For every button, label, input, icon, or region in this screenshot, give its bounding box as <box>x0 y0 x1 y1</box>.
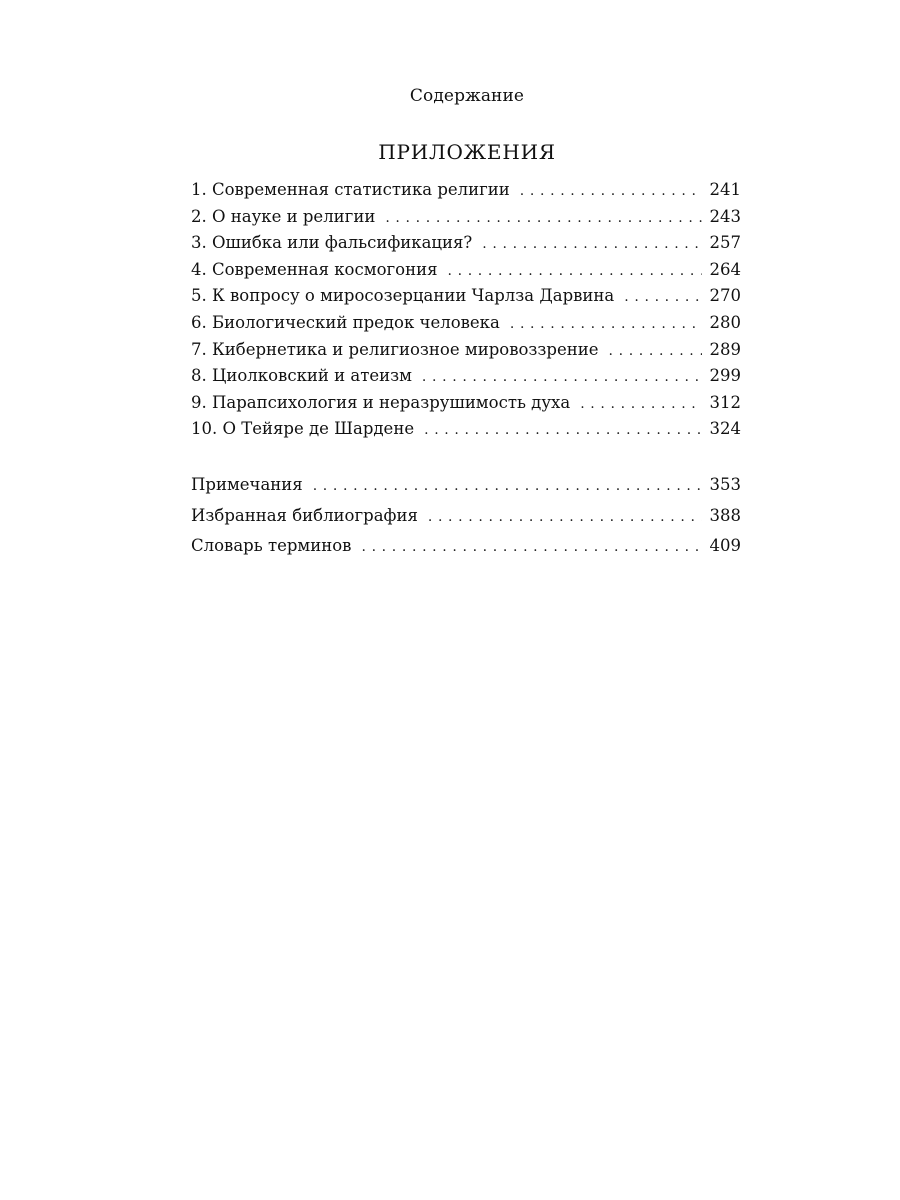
toc-entry[interactable] <box>191 204 741 231</box>
toc-entry[interactable] <box>191 283 741 310</box>
dot-leader <box>520 178 702 205</box>
dot-leader <box>313 471 702 502</box>
toc-entry-title: 7. Кибернетика и религиозное мировоззрение <box>191 339 599 359</box>
dot-leader <box>385 205 701 232</box>
toc-entry-title: 1. Современная статистика религии <box>191 180 510 199</box>
toc-entry-title: 3. Ошибка или фальсификация? <box>191 233 473 253</box>
toc-entry[interactable] <box>191 363 741 390</box>
dot-leader <box>580 391 701 418</box>
toc-entry-title: 4. Современная космогония <box>191 259 438 279</box>
toc-entry-title: 2. О науке и религии <box>191 206 376 226</box>
toc-entry-page: 409 <box>709 536 741 555</box>
toc-entry-page: 264 <box>709 259 741 279</box>
toc-entry-title: Избранная библиография <box>191 505 418 525</box>
running-head: Содержание <box>409 86 525 106</box>
toc-entry[interactable] <box>191 337 741 364</box>
toc-entry[interactable] <box>191 470 741 501</box>
dot-leader <box>624 284 701 311</box>
section-title: ПРИЛОЖЕНИЯ <box>378 140 556 164</box>
toc-entry-title: 8. Циолковский и атеизм <box>191 366 412 386</box>
back-matter-toc <box>191 470 741 562</box>
dot-leader <box>422 364 702 391</box>
toc-entry[interactable] <box>191 416 741 443</box>
dot-leader <box>510 311 702 338</box>
toc-entry-title: 6. Биологический предок человека <box>191 312 500 332</box>
toc-entry[interactable] <box>191 230 741 257</box>
toc-entry-page: 299 <box>709 366 741 386</box>
toc-entry-page: 289 <box>709 339 741 359</box>
toc-entry-page: 324 <box>709 419 741 439</box>
dot-leader <box>424 417 701 444</box>
toc-entry-title: 5. К вопросу о миросозерцании Чарлза Дарвина <box>191 286 615 306</box>
toc-entry[interactable] <box>191 310 741 337</box>
dot-leader <box>482 231 701 258</box>
toc-entry-title: Примечания <box>191 475 303 494</box>
toc-entry-page: 257 <box>709 233 741 253</box>
toc-entry-page: 388 <box>709 505 741 525</box>
toc-entry-page: 280 <box>709 312 741 332</box>
toc-entry-page: 243 <box>709 206 741 226</box>
toc-entry[interactable] <box>191 390 741 417</box>
dot-leader <box>428 502 702 533</box>
toc-entry[interactable] <box>191 531 741 562</box>
toc-entry-page: 312 <box>709 392 741 412</box>
appendix-toc <box>191 177 741 443</box>
toc-entry[interactable] <box>191 257 741 284</box>
toc-entry-page: 353 <box>709 475 741 494</box>
toc-entry-title: 9. Парапсихология и неразрушимость духа <box>191 392 571 412</box>
toc-entry-title: 10. О Тейяре де Шардене <box>191 419 415 439</box>
dot-leader <box>448 258 702 285</box>
dot-leader <box>609 338 702 365</box>
toc-entry[interactable] <box>191 177 741 204</box>
toc-entry[interactable] <box>191 501 741 532</box>
toc-entry-title: Словарь терминов <box>191 536 352 555</box>
toc-entry-page: 241 <box>709 180 741 199</box>
dot-leader <box>361 532 701 563</box>
toc-entry-page: 270 <box>709 286 741 306</box>
